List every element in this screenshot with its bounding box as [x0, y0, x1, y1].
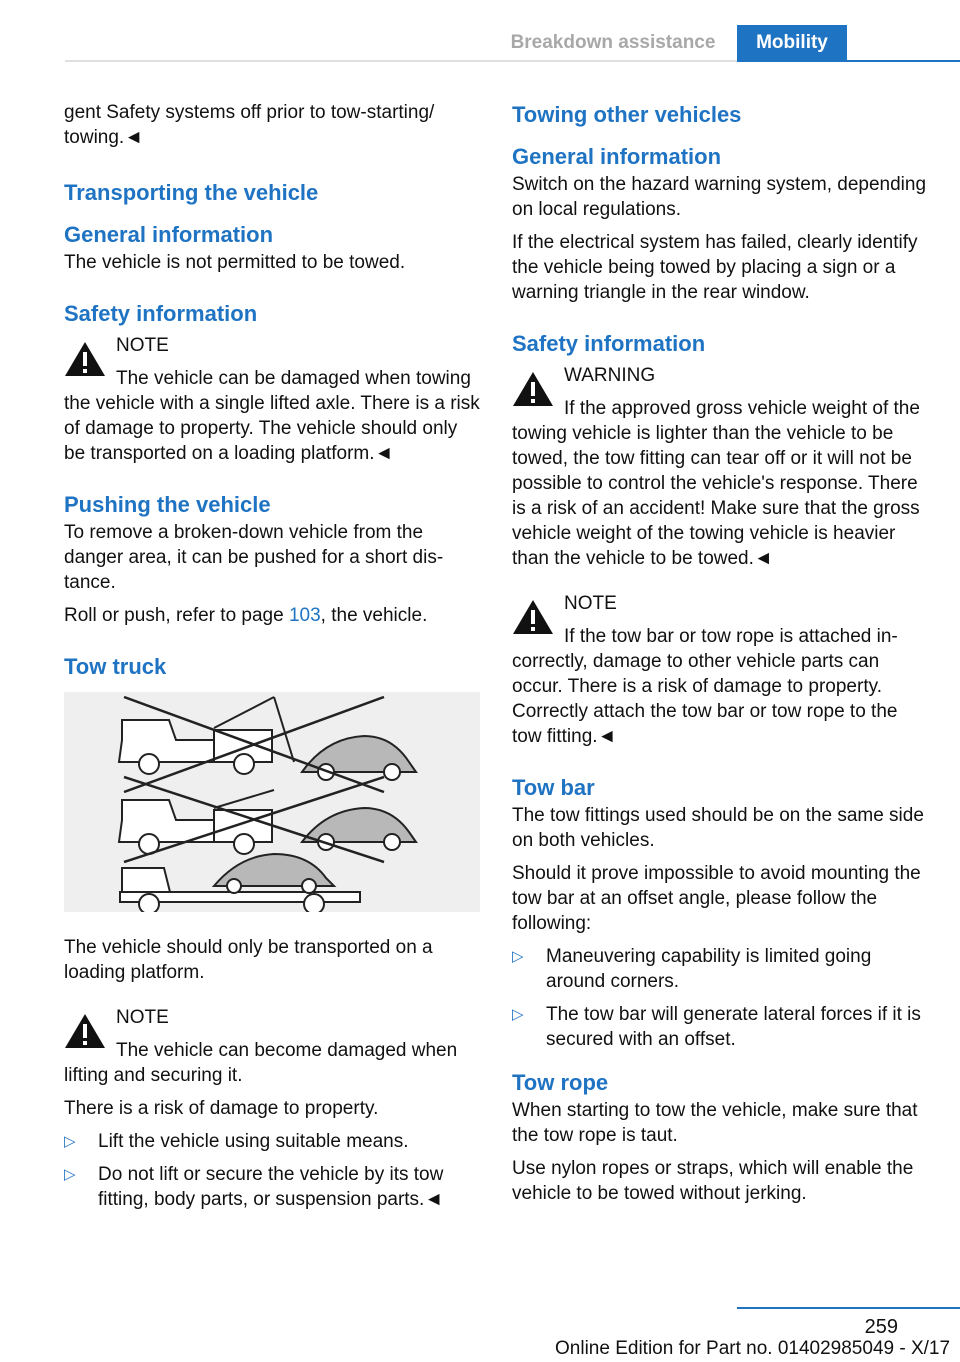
general-text-2: If the electrical system has failed, clearly identify the vehicle being towed by placing a sign or a warning triangle in the rear window. [512, 232, 918, 303]
note-lifting-damage [64, 1005, 482, 1088]
footer-divider [737, 1307, 960, 1309]
heading-tow-bar: Tow bar [512, 775, 595, 800]
note-towing-damage [64, 333, 482, 466]
warning-triangle-icon [64, 341, 106, 377]
note-text: The vehicle can be damaged when towing the vehicle with a single lifted axle. There is a risk of damage to property. The vehicle should only be transported on a loading platform.◄ [64, 368, 480, 464]
bullet-triangle-icon: ▷ [64, 1166, 76, 1183]
towrope-text-1: When starting to tow the vehicle, make sure that the tow rope is taut. [512, 1100, 918, 1146]
bullet-triangle-icon: ▷ [512, 1006, 524, 1023]
list-item: ▷ Do not lift or secure the vehicle by its tow fitting, body parts, or suspension parts.◄ [64, 1164, 444, 1210]
heading-safety-info: Safety information [64, 301, 258, 326]
chapter-tab[interactable]: Mobility [737, 25, 847, 62]
note-text: If the tow bar or tow rope is attached incorrectly, damage to other vehicle parts can occur. There is a risk of damage to property. Correctly attach the tow bar or tow rope to the tow fitting.◄ [512, 626, 898, 747]
towbar-text-2: Should it prove impossible to avoid mounting the tow bar at an offset angle, please follow the following: [512, 863, 921, 934]
pushing-text: To remove a broken-down vehicle from the danger area, it can be pushed for a short distance. [64, 522, 444, 593]
page-number: 259 [864, 1316, 898, 1338]
warning-gross-weight [512, 363, 928, 571]
note-label: NOTE [116, 335, 169, 356]
note-label: NOTE [116, 1007, 169, 1028]
heading-tow-truck: Tow truck [64, 654, 167, 679]
intro-text: gent Safety systems off prior to tow-starting/ towing.◄ [64, 102, 435, 148]
towrope-text-2: Use nylon ropes or straps, which will enable the vehicle to be towed without jerking. [512, 1158, 914, 1204]
heading-general-info: General information [512, 144, 722, 169]
lifting-bullet-list [64, 1129, 482, 1212]
roll-push-text: Roll or push, refer to page 103, the vehicle. [64, 605, 428, 626]
note-tow-attach [512, 591, 928, 749]
heading-tow-rope: Tow rope [512, 1070, 609, 1095]
general-info-text: The vehicle is not permitted to be towed. [64, 252, 406, 273]
heading-safety-info: Safety information [512, 331, 706, 356]
heading-transporting: Transporting the vehicle [64, 180, 319, 205]
heading-general-info: General information [64, 222, 274, 247]
header-divider-accent [737, 60, 960, 62]
left-column [64, 100, 482, 1220]
bullet-triangle-icon: ▷ [512, 948, 524, 965]
warning-text: If the approved gross vehicle weight of the towing vehicle is lighter than the vehicle to be towed, the tow fitting can tear off or it will not be possible to control the vehicle's response. There is a risk of an accident! Make sure that the gross vehicle weight of the towing vehicle is heavier than the vehicle to be towed.◄ [512, 398, 920, 569]
towbar-text-1: The tow fittings used should be on the same side on both vehicles. [512, 805, 924, 851]
towbar-bullet-list [512, 944, 928, 1052]
warning-triangle-icon [512, 371, 554, 407]
page-header [0, 0, 960, 62]
heading-towing-other: Towing other vehicles [512, 102, 742, 127]
list-item: ▷ The tow bar will generate lateral forces if it is secured with an offset. [512, 1004, 921, 1050]
note-text: The vehicle can become damaged when lifting and securing it. [64, 1040, 458, 1086]
list-item: ▷ Lift the vehicle using suitable means. [64, 1131, 409, 1152]
note-label: NOTE [564, 593, 617, 614]
list-item: ▷ Maneuvering capability is limited going around corners. [512, 946, 872, 992]
warning-triangle-icon [512, 599, 554, 635]
right-column [512, 100, 928, 1214]
warning-triangle-icon [64, 1013, 106, 1049]
page-reference-link[interactable]: 103 [288, 605, 321, 626]
heading-pushing: Pushing the vehicle [64, 492, 271, 517]
tow-truck-illustration [64, 692, 480, 912]
edition-text: Online Edition for Part no. 01402985049 - X/17 [555, 1338, 951, 1359]
risk-text: There is a risk of damage to property. [64, 1098, 379, 1119]
bullet-triangle-icon: ▷ [64, 1133, 76, 1150]
warning-label: WARNING [564, 365, 656, 386]
section-tab[interactable]: Breakdown assistance [510, 32, 716, 53]
figure-caption: The vehicle should only be transported on a loading platform. [64, 937, 433, 983]
general-text-1: Switch on the hazard warning system, depending on local regulations. [512, 174, 927, 220]
